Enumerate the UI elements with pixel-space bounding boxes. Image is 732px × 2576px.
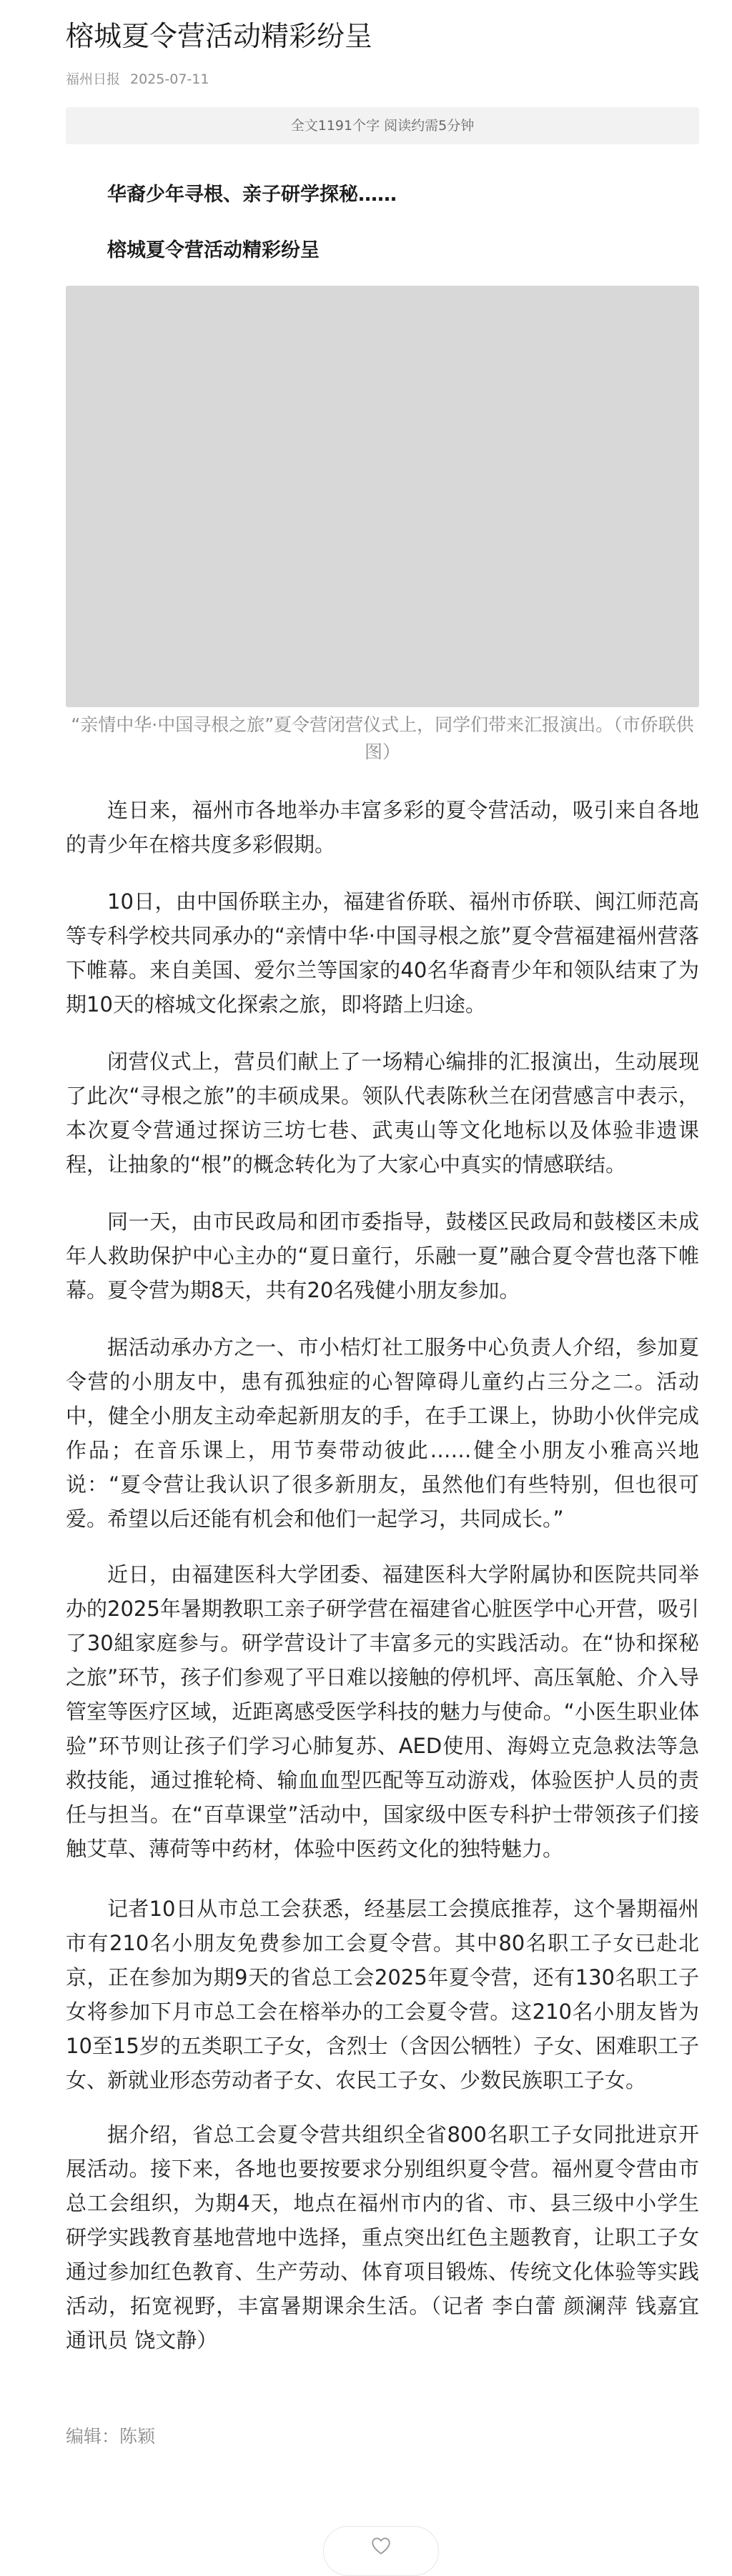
- heart-outline-icon: [370, 2537, 392, 2555]
- paragraph-4: 同一天，由市民政局和团市委指导，鼓楼区民政局和鼓楼区未成年人救助保护中心主办的“夏日童行，乐融一夏”融合夏令营也落下帷幕。夏令营为期8天，共有20名残健小朋友参加。: [66, 1209, 699, 1302]
- article-title: 榕城夏令营活动精彩纷呈: [66, 21, 373, 53]
- reading-info-bar: 全文1191个字 阅读约需5分钟: [66, 107, 699, 144]
- photo-caption: “亲情中华·中国寻根之旅”夏令营闭营仪式上，同学们带来汇报演出。（市侨联供图）: [71, 714, 694, 762]
- paragraph-8: 据介绍，省总工会夏令营共组织全省800名职工子女同批进京开展活动。接下来，各地也要按要求分别组织夏令营。福州夏令营由市总工会组织，为期4天，地点在福州市内的省、市、县三级中小学生研学实践教育基地营地中选择，重点突出红色主题教育，让职工子女通过参加红色教育、生产劳动、体育项目锻炼、传统文化体验等实践活动，拓宽视野，丰富暑期课余生活。（记者 李白蕾 颜澜萍 钱嘉宜 通讯员 饶文静）: [66, 2122, 699, 2352]
- article-source: 福州日报: [66, 71, 121, 87]
- article-meta: [66, 70, 695, 89]
- article-photo: [66, 286, 699, 707]
- article-date: 2025-07-11: [130, 71, 209, 87]
- subtitle-2: 榕城夏令营活动精彩纷呈: [107, 239, 320, 261]
- paragraph-3: 闭营仪式上，营员们献上了一场精心编排的汇报演出，生动展现了此次“寻根之旅”的丰硕成果。领队代表陈秋兰在闭营感言中表示，本次夏令营通过探访三坊七巷、武夷山等文化地标以及体验非遗课程，让抽象的“根”的概念转化为了大家心中真实的情感联结。: [66, 1049, 699, 1177]
- paragraph-2: 10日，由中国侨联主办，福建省侨联、福州市侨联、闽江师范高等专科学校共同承办的“亲情中华·中国寻根之旅”夏令营福建福州营落下帷幕。来自美国、爱尔兰等国家的40名华裔青少年和领队结束了为期10天的榕城文化探索之旅，即将踏上归途。: [66, 889, 699, 1017]
- paragraph-1: 连日来，福州市各地举办丰富多彩的夏令营活动，吸引来自各地的青少年在榕共度多彩假期。: [66, 798, 699, 857]
- paragraph-5: 据活动承办方之一、市小桔灯社工服务中心负责人介绍，参加夏令营的小朋友中，患有孤独症的心智障碍儿童约占三分之二。活动中，健全小朋友主动牵起新朋友的手，在手工课上，协助小伙伴完成作品；在音乐课上，用节奏带动彼此……健全小朋友小雅高兴地说：“夏令营让我认识了很多新朋友，虽然他们有些特别，但也很可爱。希望以后还能有机会和他们一起学习，共同成长。”: [66, 1335, 699, 1531]
- subtitle-1: 华裔少年寻根、亲子研学探秘……: [107, 184, 397, 206]
- paragraph-7: 记者10日从市总工会获悉，经基层工会摸底推荐，这个暑期福州市有210名小朋友免费参加工会夏令营。其中80名职工子女已赴北京，正在参加为期9天的省总工会2025年夏令营，还有130名职工子女将参加下月市总工会在榕举办的工会夏令营。这210名小朋友皆为10至15岁的五类职工子女，含烈士（含因公牺牲）子女、困难职工子女、新就业形态劳动者子女、农民工子女、少数民族职工子女。: [66, 1897, 699, 2092]
- like-button[interactable]: [323, 2526, 439, 2576]
- article-editor: 编辑：陈颖: [66, 2426, 156, 2447]
- paragraph-6: 近日，由福建医科大学团委、福建医科大学附属协和医院共同举办的2025年暑期教职工亲子研学营在福建省心脏医学中心开营，吸引了30組家庭参与。研学营设计了丰富多元的实践活动。在“协和探秘之旅”环节，孩子们参观了平日难以接触的停机坪、高压氧舱、介入导管室等医疗区域，近距离感受医学科技的魅力与使命。“小医生职业体验”环节则让孩子们学习心肺复苏、AED使用、海姆立克急救法等急救技能，通过推轮椅、输血血型匹配等互动游戏，体验医护人员的责任与担当。在“百草课堂”活动中，国家级中医专科护士带领孩子们接触艾草、薄荷等中药材，体验中医药文化的独特魅力。: [66, 1562, 699, 1861]
